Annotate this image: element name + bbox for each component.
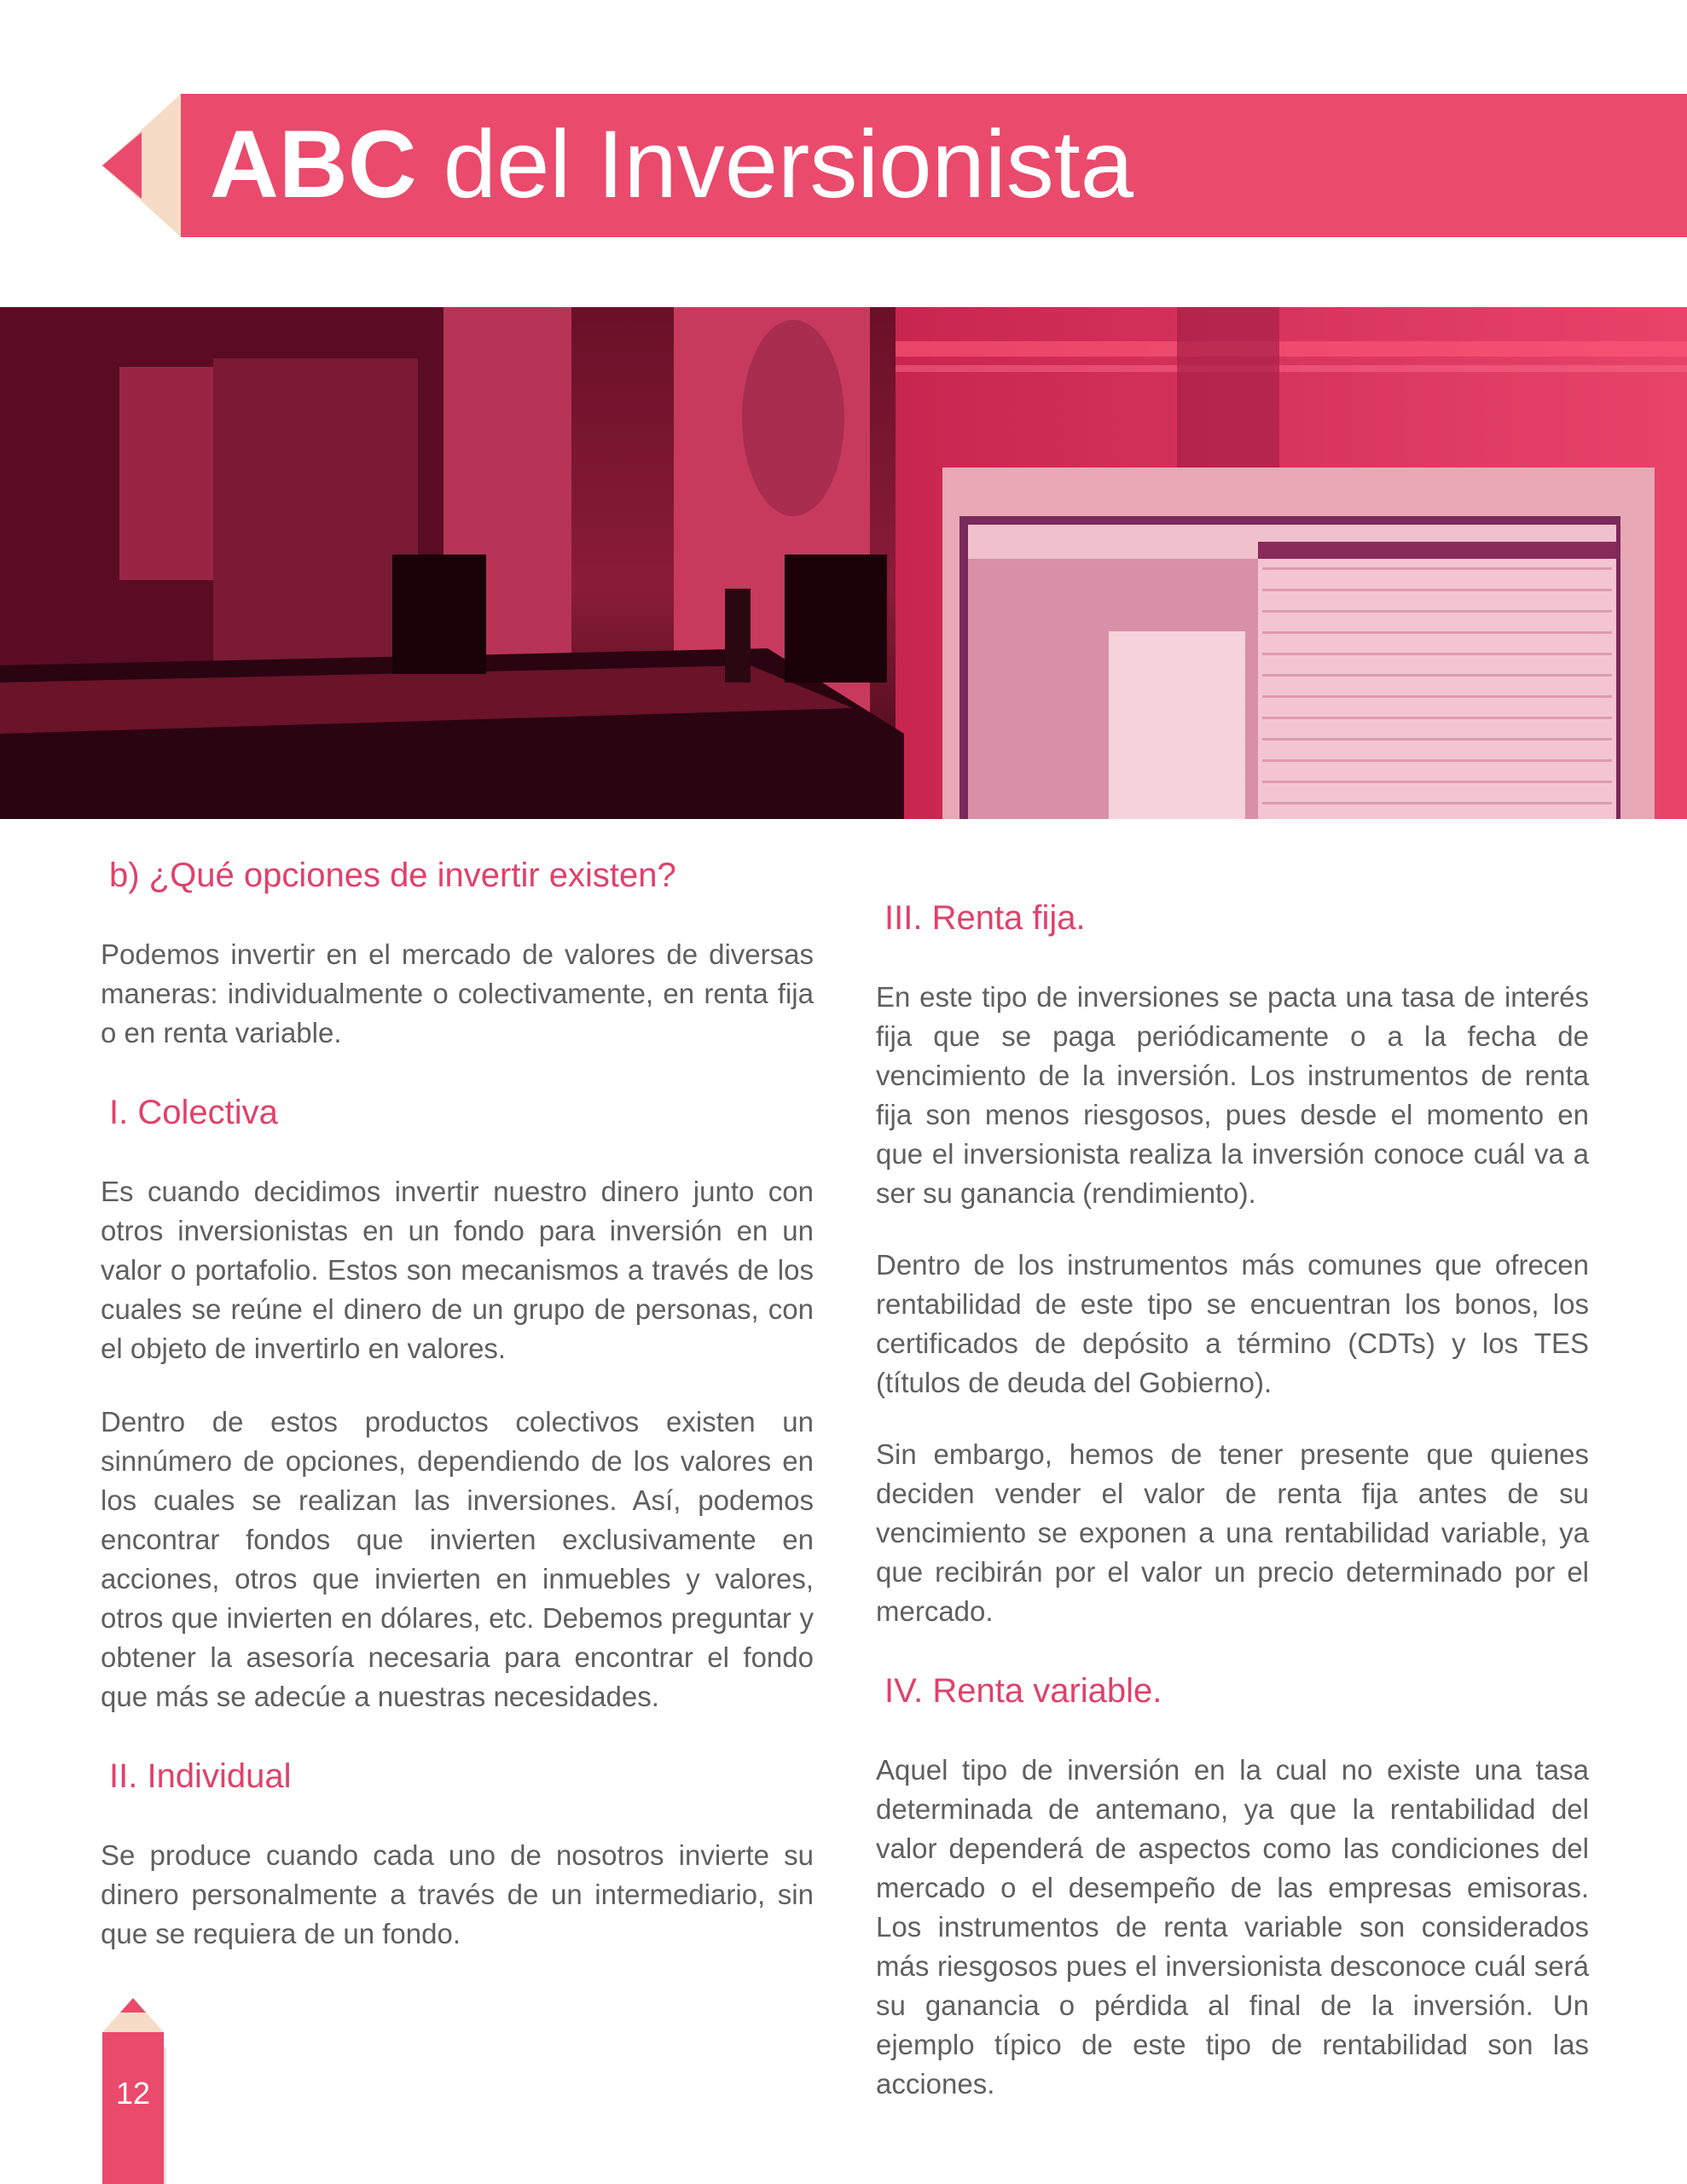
- banner-arrow-point: [102, 132, 142, 199]
- page-tab-point: [120, 1998, 146, 2013]
- renta-variable-heading: IV. Renta variable.: [884, 1672, 1162, 1710]
- individual-paragraph: Se produce cuando cada uno de nosotros invierte su dinero personalmente a través de un intermediario, sin que se requiera de un fondo.: [101, 1839, 814, 1949]
- title-bold: ABC: [210, 111, 417, 218]
- page-title: [210, 113, 1133, 216]
- colectiva-paragraph-1: Es cuando decidimos invertir nuestro dinero junto con otros inversionistas en un fondo para inversión en un valor o portafolio. Estos son mecanismos a través de los cuales se reúne el dinero de un grupo de personas, con el objeto de invertirlo en valores.: [101, 1176, 814, 1364]
- individual-heading: II. Individual: [109, 1757, 292, 1795]
- renta-fija-paragraph-3: Sin embargo, hemos de tener presente que quienes deciden vender el valor de renta fija antes de su vencimiento se exponen a una rentabilidad variable, ya que recibirán por el valor un precio determinado por el mercado.: [876, 1438, 1589, 1627]
- right-column: [876, 896, 1589, 2104]
- title-rest: del Inversionista: [416, 111, 1134, 218]
- renta-variable-paragraph: Aquel tipo de inversión en la cual no existe una tasa determinada de antemano, ya que la rentabilidad del valor dependerá de aspectos como las condiciones del mercado o el desempeño de las empresas emisoras. Los instrumentos de renta variable son considerados más riesgosos pues el inversionista desconoce cuál será su ganancia o pérdida al final de la inversión. Un ejemplo típico de este tipo de rentabilidad son las acciones.: [876, 1754, 1589, 2100]
- renta-fija-heading: III. Renta fija.: [884, 899, 1086, 937]
- colectiva-paragraph-2: Dentro de estos productos colectivos existen un sinnúmero de opciones, dependiendo de los valores en los cuales se realizan las inversiones. Así, podemos encontrar fondos que invierten exclusivamente en acciones, otros que invierten en inmuebles y valores, otros que invierten en dólares, etc. Debemos preguntar y obtener la asesoría necesaria para encontrar el fondo que más se adecúe a nuestras necesidades.: [101, 1406, 814, 1712]
- section-heading: b) ¿Qué opciones de invertir existen?: [109, 857, 676, 894]
- renta-fija-paragraph-1: En este tipo de inversiones se pacta una tasa de interés fija que se paga periódicamente o a la fecha de vencimiento de la inversión. Los instrumentos de renta fija son menos riesgosos, pues desde el momento en que el inversionista realiza la inversión conoce cuál va a ser su ganancia (rendimiento).: [876, 981, 1589, 1209]
- intro-paragraph: Podemos invertir en el mercado de valores de diversas maneras: individualmente o colectivamente, en renta fija o en renta variable.: [101, 938, 814, 1048]
- renta-fija-paragraph-2: Dentro de los instrumentos más comunes que ofrecen rentabilidad de este tipo se encuentran los bonos, los certificados de depósito a término (CDTs) y los TES (títulos de deuda del Gobierno).: [876, 1249, 1589, 1398]
- trading-room-photo: [0, 307, 1687, 819]
- colectiva-heading: I. Colectiva: [109, 1094, 278, 1131]
- page-number: 12: [115, 2076, 151, 2111]
- left-column: [101, 853, 814, 1954]
- page-tab-shadow: [164, 2048, 167, 2184]
